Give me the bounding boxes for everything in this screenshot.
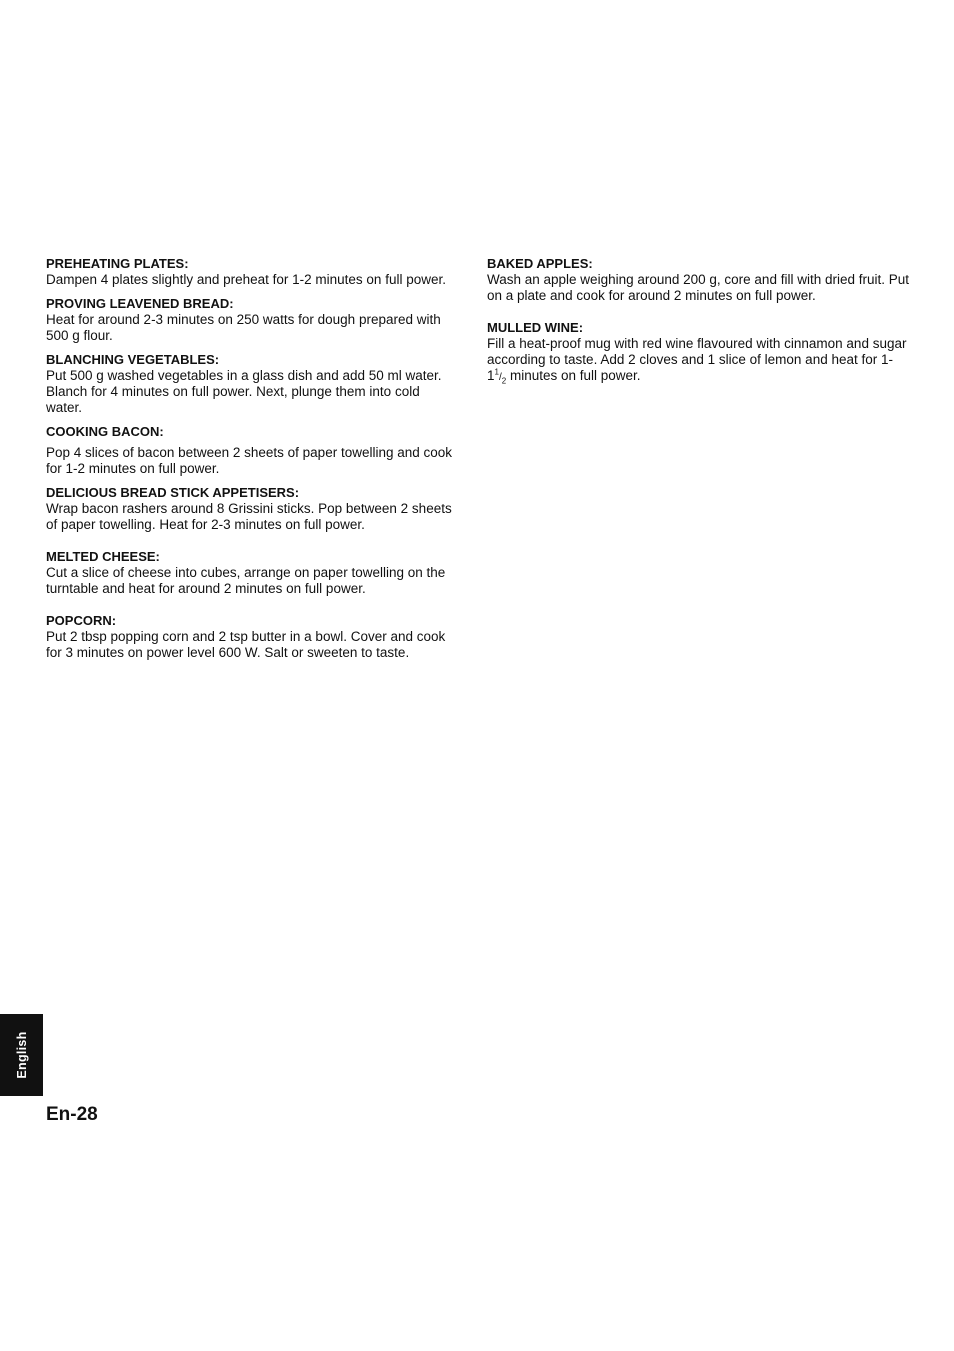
section-heading: POPCORN: [46,613,117,628]
section-text: Wash an apple weighing around 200 g, core and fill with dried fruit. Put on a plate and cook for around 2 minutes on full power. [487,272,910,303]
section-cooking-bacon [46,424,458,477]
section-text: Pop 4 slices of bacon between 2 sheets of paper towelling and cook for 1-2 minutes on full power. [46,445,453,476]
fraction-denominator: 2 [501,376,507,386]
section-proving-leavened-bread [46,296,458,344]
section-heading: PREHEATING PLATES: [46,256,189,271]
section-heading: BAKED APPLES: [487,256,593,271]
left-column [46,256,458,661]
section-melted-cheese [46,549,458,597]
section-text: Dampen 4 plates slightly and preheat for 1-2 minutes on full power. [46,272,446,287]
section-text: Put 500 g washed vegetables in a glass dish and add 50 ml water. Blanch for 4 minutes on full power. Next, plunge them into cold water. [46,368,442,415]
fraction-separator: / [498,372,502,383]
language-tab-label: English [14,1031,29,1079]
section-text: Heat for around 2-3 minutes on 250 watts for dough prepared with 500 g flour. [46,312,441,343]
language-tab [0,1014,43,1096]
section-heading: COOKING BACON: [46,424,164,439]
section-baked-apples [487,256,912,304]
mulled-wine-text: Fill a heat-proof mug with red wine flavoured with cinnamon and sugar according to taste. Add 2 cloves and 1 slice of lemon and heat for 1-1 [487,336,907,383]
section-heading: PROVING LEAVENED BREAD: [46,296,234,311]
section-preheating-plates [46,256,458,288]
mulled-wine-text-end: minutes on full power. [506,368,641,383]
fraction-numerator: 1 [494,367,499,377]
section-text: Put 2 tbsp popping corn and 2 tsp butter in a bowl. Cover and cook for 3 minutes on power level 600 W. Salt or sweeten to taste. [46,629,446,660]
section-blanching-vegetables [46,352,458,416]
section-mulled-wine [487,320,912,386]
section-heading: BLANCHING VEGETABLES: [46,352,220,367]
section-heading: DELICIOUS BREAD STICK APPETISERS: [46,485,300,500]
section-heading: MULLED WINE: [487,320,584,335]
section-text: Cut a slice of cheese into cubes, arrange on paper towelling on the turntable and heat for around 2 minutes on full power. [46,565,446,596]
section-bread-stick-appetisers [46,485,458,533]
section-text [487,336,912,386]
section-heading: MELTED CHEESE: [46,549,160,564]
right-column [487,256,912,386]
section-popcorn [46,613,458,661]
section-text: Wrap bacon rashers around 8 Grissini sticks. Pop between 2 sheets of paper towelling. Heat for 2-3 minutes on full power. [46,501,452,532]
page-number: En-28 [46,1104,98,1125]
